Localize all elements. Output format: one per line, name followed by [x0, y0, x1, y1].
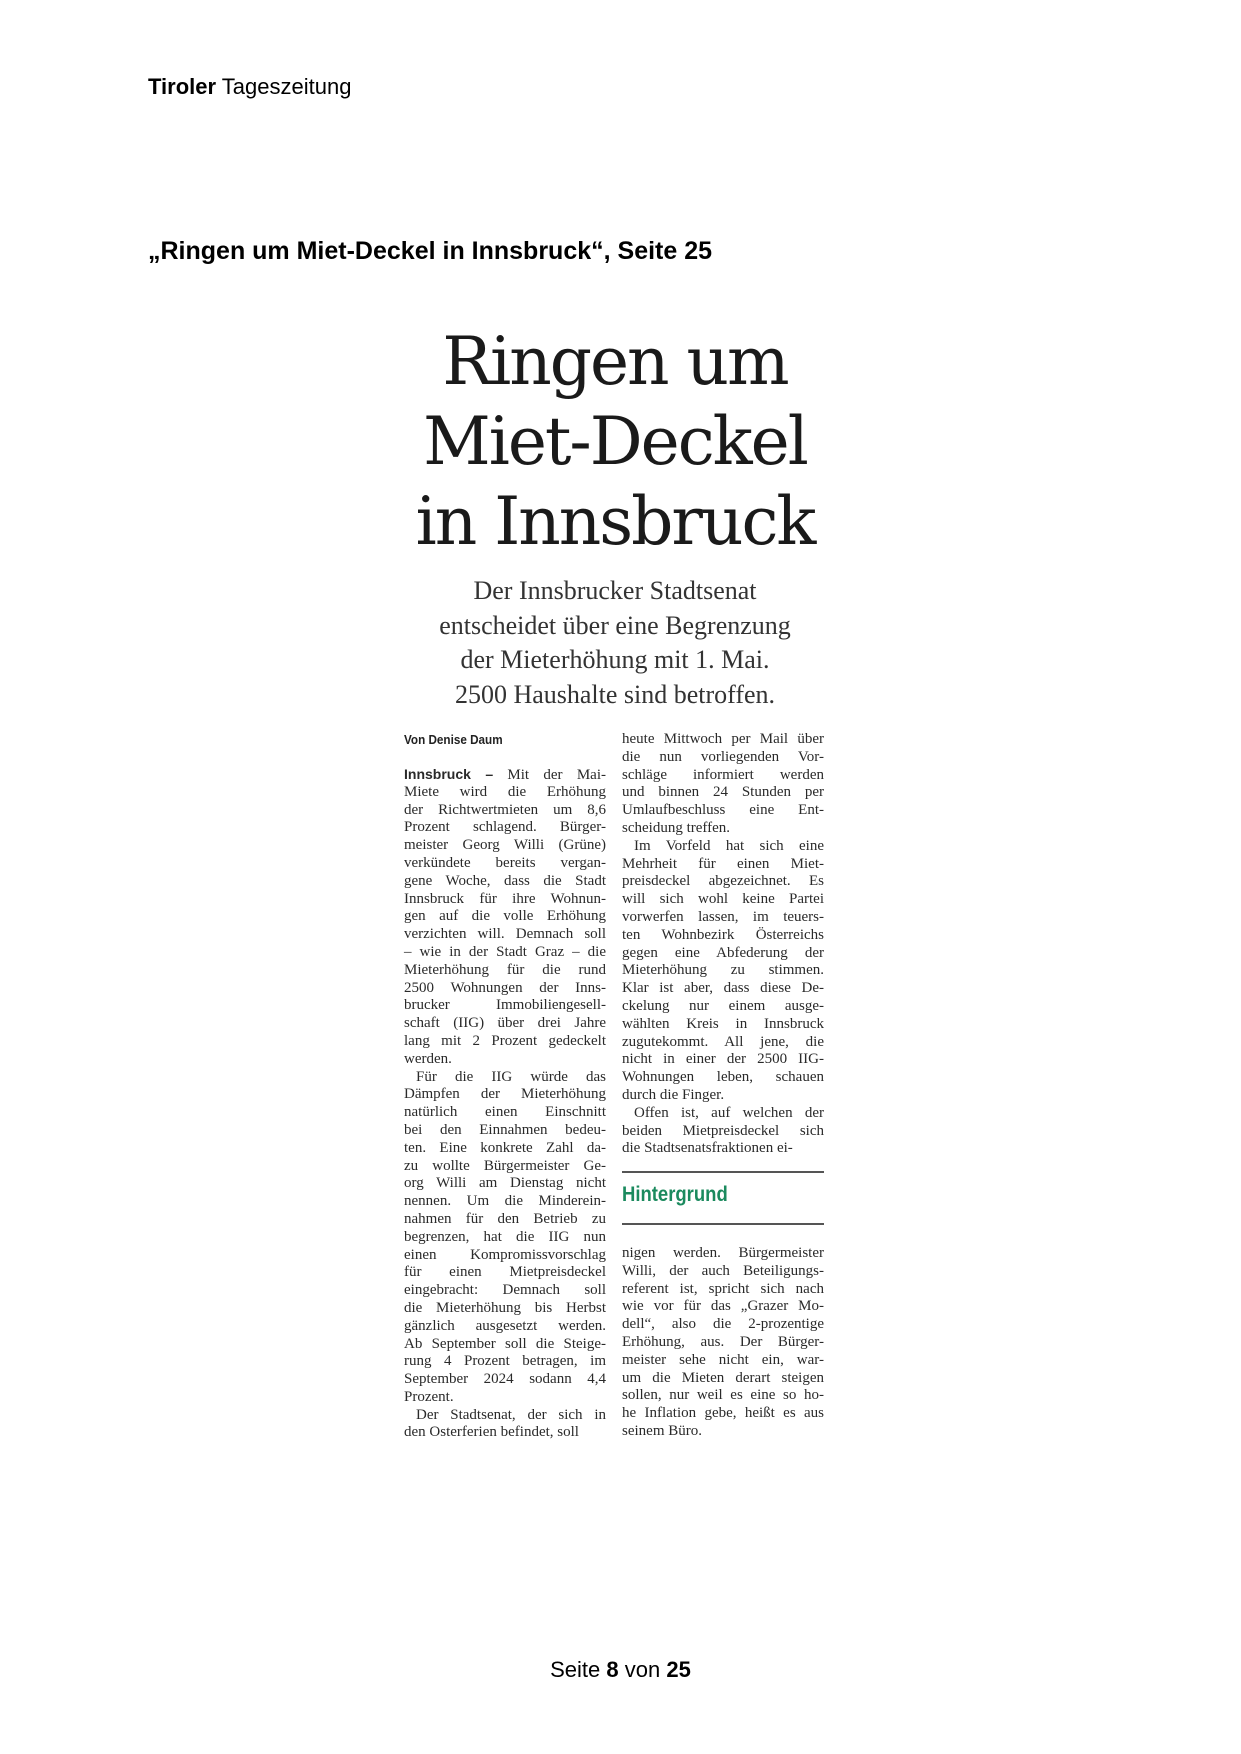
text-line — [404, 1122, 606, 1140]
section-label: Hintergrund — [622, 1183, 728, 1206]
text-line — [404, 1247, 606, 1265]
page-number — [0, 1657, 1241, 1683]
text-line — [404, 1104, 606, 1122]
text-line-content: brucker Immobiliengesell- — [404, 997, 606, 1014]
text-line — [404, 1211, 606, 1229]
text-line-content: rung 4 Prozent betragen, im — [404, 1353, 606, 1370]
text-line-content: meister sehe nicht ein, war- — [622, 1351, 824, 1368]
text-line — [404, 1086, 606, 1104]
text-line-content: Erhöhung, aus. Der Bürger- — [622, 1333, 824, 1350]
text-line-content: und binnen 24 Stunden per — [622, 784, 824, 801]
text-line — [404, 1051, 606, 1069]
text-line-content: Ab September soll die Steige- — [404, 1335, 606, 1352]
text-line — [404, 802, 606, 820]
text-line — [622, 1105, 824, 1123]
text-line-content: sollen, nur weil es eine so ho- — [622, 1387, 824, 1404]
text-line — [404, 784, 606, 802]
text-line — [404, 1371, 606, 1389]
text-line-content: Umlaufbeschluss eine Ent- — [622, 802, 824, 819]
text-line — [622, 1087, 824, 1105]
text-line — [622, 962, 824, 980]
text-line-content: verkündete bereits vergan- — [404, 854, 606, 871]
text-line-content: ten. Eine konkrete Zahl da- — [404, 1139, 606, 1156]
text-line — [404, 1140, 606, 1158]
text-line-content: Prozent. — [404, 1388, 454, 1405]
text-line — [622, 927, 824, 945]
text-line — [404, 819, 606, 837]
text-line — [404, 873, 606, 891]
text-line — [622, 1387, 824, 1405]
text-line — [622, 891, 824, 909]
text-line-content: heute Mittwoch per Mail über — [622, 731, 824, 747]
text-line — [404, 1407, 606, 1425]
text-line-content: nigen werden. Bürgermeister — [622, 1245, 824, 1261]
text-line — [404, 1193, 606, 1211]
text-line — [404, 926, 606, 944]
publication-rest: Tageszeitung — [221, 74, 352, 99]
text-line-content: um die Mieten derart steigen — [622, 1369, 824, 1386]
text-line-content: lang mit 2 Prozent gedeckelt — [404, 1032, 606, 1049]
text-line-content: zugutekommt. All jene, die — [622, 1033, 824, 1050]
article-column-1 — [404, 766, 606, 1442]
text-line-content: der Richtwertmieten um 8,6 — [404, 801, 606, 818]
text-line — [622, 802, 824, 820]
text-line — [622, 856, 824, 874]
text-line-content: Mieterhöhung zu stimmen. — [622, 962, 824, 979]
text-line-content: meister Georg Willi (Grüne) — [404, 837, 606, 854]
text-line — [622, 1298, 824, 1316]
text-line-content: dell“, also die 2-prozentige — [622, 1316, 824, 1333]
text-line-content: begrenzen, hat die IIG nun — [404, 1228, 606, 1245]
text-line-content: gen auf die volle Erhöhung — [404, 908, 606, 925]
text-line-content: zu wollte Bürgermeister Ge- — [404, 1157, 606, 1174]
text-line-content: Miete wird die Erhöhung — [404, 783, 606, 800]
text-line-content: Innsbruck für ihre Wohnun- — [404, 890, 606, 907]
text-line — [404, 1300, 606, 1318]
text-line-content: Mit der Mai- — [507, 767, 606, 783]
text-line-content: 2500 Wohnungen der Inns- — [404, 979, 606, 996]
text-line — [404, 1015, 606, 1033]
text-line-content: schläge informiert werden — [622, 766, 824, 783]
text-line-content: Für die IIG würde das — [416, 1068, 606, 1085]
text-line — [404, 1318, 606, 1336]
text-line-content: eingebracht: Demnach soll — [404, 1282, 606, 1299]
text-line-content: durch die Finger. — [622, 1086, 725, 1103]
text-line — [404, 1033, 606, 1051]
text-line — [622, 998, 824, 1016]
text-line-content: werden. — [404, 1050, 452, 1067]
text-line — [622, 767, 824, 785]
text-line — [622, 1245, 824, 1263]
subheadline — [380, 574, 850, 712]
text-line — [622, 873, 824, 891]
text-line-content: die Stadtsenatsfraktionen ei- — [622, 1140, 793, 1157]
text-line — [622, 731, 824, 749]
current-page: 8 — [606, 1657, 619, 1682]
text-line-content: preisdeckel abgezeichnet. Es — [622, 873, 824, 890]
text-line — [404, 1389, 606, 1407]
dateline: Innsbruck – — [404, 766, 494, 782]
text-line-content: Der Stadtsenat, der sich in — [416, 1406, 606, 1423]
text-line — [404, 1336, 606, 1354]
text-line-content: natürlich einen Einschnitt — [404, 1104, 606, 1121]
text-line-content: Dämpfen der Mieterhöhung — [404, 1086, 606, 1103]
text-line-content: die nun vorliegenden Vor- — [622, 748, 824, 765]
text-line — [404, 1282, 606, 1300]
text-line — [404, 1175, 606, 1193]
text-line-content: ten Wohnbezirk Österreichs — [622, 926, 824, 943]
text-line — [622, 749, 824, 767]
total-pages: 25 — [666, 1657, 691, 1682]
text-line-content: gegen eine Abfederung der — [622, 944, 824, 961]
article-reference: „Ringen um Miet-Deckel in Innsbruck“, Seite 25 — [148, 237, 713, 265]
text-line-content: Im Vorfeld hat sich eine — [634, 837, 824, 854]
text-line-content: referent ist, spricht sich nach — [622, 1280, 824, 1297]
text-line-content: wählten Kreis in Innsbruck — [622, 1015, 824, 1032]
text-line — [622, 1263, 824, 1281]
text-line — [622, 1051, 824, 1069]
deck-line: entscheidet über eine Begrenzung — [439, 610, 791, 640]
text-line — [404, 766, 606, 784]
text-line — [622, 1352, 824, 1370]
text-line-content: einen Kompromissvorschlag — [404, 1246, 606, 1263]
text-line — [622, 1334, 824, 1352]
text-line — [622, 1069, 824, 1087]
text-line — [404, 962, 606, 980]
text-line-content: gänzlich ausgesetzt werden. — [404, 1317, 606, 1334]
text-line — [622, 1140, 824, 1158]
text-line-content: gene Woche, dass die Stadt — [404, 872, 606, 889]
text-line — [622, 909, 824, 927]
text-line-content: die Mieterhöhung bis Herbst — [404, 1299, 606, 1316]
text-line — [404, 1424, 606, 1442]
text-line — [622, 1423, 824, 1441]
text-line — [622, 1316, 824, 1334]
text-line-content: ckelung nur einem ausge- — [622, 997, 824, 1014]
headline-line: Miet-Deckel — [423, 403, 807, 480]
text-line — [404, 1264, 606, 1282]
page-von: von — [624, 1657, 661, 1682]
publication-bold: Tiroler — [148, 74, 217, 99]
text-line — [622, 980, 824, 998]
text-line-content: will sich wohl keine Partei — [622, 891, 824, 908]
text-line-content: für einen Mietpreisdeckel — [404, 1264, 606, 1281]
divider — [622, 1223, 824, 1225]
article-column-2 — [622, 731, 824, 1158]
article-column-3 — [622, 1245, 824, 1441]
text-line — [622, 945, 824, 963]
divider — [622, 1171, 824, 1173]
text-line — [622, 820, 824, 838]
text-line — [404, 997, 606, 1015]
text-line-content: den Osterferien befindet, soll — [404, 1424, 579, 1441]
text-line-content: Offen ist, auf welchen der — [634, 1104, 824, 1121]
text-line — [404, 980, 606, 998]
text-line — [404, 837, 606, 855]
text-line — [622, 1123, 824, 1141]
text-line-content: vorwerfen lassen, im teuers- — [622, 908, 824, 925]
text-line — [622, 1405, 824, 1423]
text-line-content: Klar ist aber, dass diese De- — [622, 980, 824, 997]
page-prefix: Seite — [550, 1657, 601, 1682]
text-line-content: nicht in einer der 2500 IIG- — [622, 1051, 824, 1068]
text-line-content: seinem Büro. — [622, 1422, 702, 1439]
text-line — [404, 891, 606, 909]
text-line-content: bei den Einnahmen bedeu- — [404, 1121, 606, 1138]
text-line-content: he Inflation gebe, heißt es aus — [622, 1405, 824, 1422]
text-line-content: scheidung treffen. — [622, 819, 731, 836]
text-line-content: beiden Mietpreisdeckel sich — [622, 1122, 824, 1139]
text-line — [404, 944, 606, 962]
text-line-content: Willi, der auch Beteiligungs- — [622, 1262, 824, 1279]
byline: Von Denise Daum — [404, 732, 503, 747]
text-line — [622, 784, 824, 802]
headline — [380, 322, 850, 562]
text-line-content: Prozent schlagend. Bürger- — [404, 819, 606, 836]
text-line-content: org Willi am Dienstag nicht — [404, 1175, 606, 1192]
text-line — [404, 1353, 606, 1371]
text-line-content: Mieterhöhung für die rund — [404, 961, 606, 978]
text-line — [622, 1016, 824, 1034]
text-line-content: wie vor für das „Grazer Mo- — [622, 1298, 824, 1315]
text-line-content: September 2024 sodann 4,4 — [404, 1371, 606, 1388]
text-line-content: Mehrheit für einen Miet- — [622, 855, 824, 872]
text-line — [404, 908, 606, 926]
text-line — [404, 1229, 606, 1247]
deck-line: Der Innsbrucker Stadtsenat — [473, 576, 757, 605]
text-line — [404, 855, 606, 873]
text-line-content: nennen. Um die Minderein- — [404, 1193, 606, 1210]
headline-line: in Innsbruck — [415, 483, 815, 560]
text-line — [622, 1370, 824, 1388]
headline-line: Ringen um — [442, 323, 788, 400]
text-line — [622, 1281, 824, 1299]
deck-line: der Mieterhöhung mit 1. Mai. — [460, 645, 770, 674]
text-line — [404, 1069, 606, 1087]
text-line-content: schaft (IIG) über drei Jahre — [404, 1015, 606, 1032]
text-line-content: nahmen für den Betrieb zu — [404, 1210, 606, 1227]
text-line-content: – wie in der Stadt Graz – die — [404, 943, 606, 960]
text-line — [622, 838, 824, 856]
text-line — [404, 1158, 606, 1176]
publication-name — [148, 74, 351, 100]
text-line-content: Wohnungen leben, schauen — [622, 1069, 824, 1086]
deck-line: 2500 Haushalte sind betroffen. — [454, 679, 776, 709]
text-line — [622, 1034, 824, 1052]
text-line-content: verzichten will. Demnach soll — [404, 926, 606, 943]
